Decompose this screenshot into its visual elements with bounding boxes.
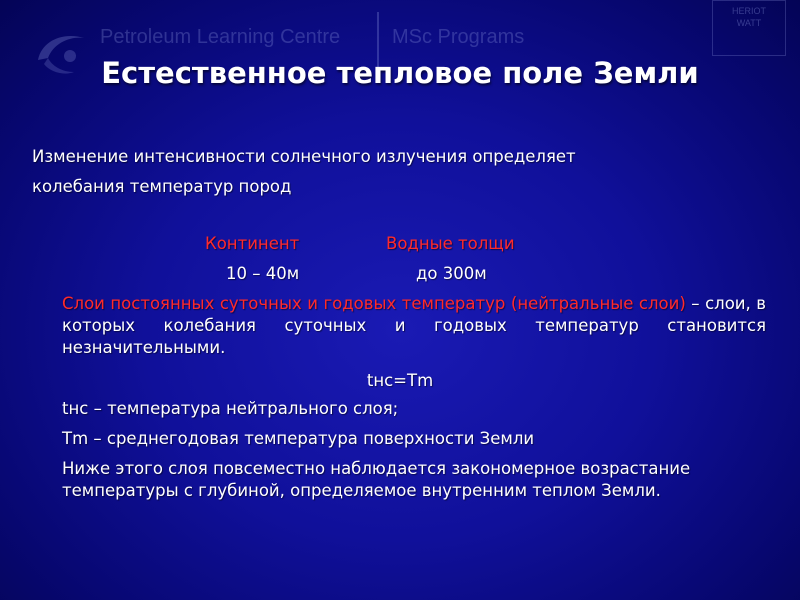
definition-term: Слои постоянных суточных и годовых температур (нейтральные слои) [62, 294, 686, 313]
university-logo [712, 0, 786, 56]
legend-tnc: tнс – температура нейтрального слоя; [62, 399, 399, 418]
university-logo-text: HERIOT WATT [731, 6, 766, 28]
brand-left-text: Petroleum Learning Centre [100, 26, 341, 48]
column-value-continent: 10 – 40м [226, 264, 300, 283]
slide-title: Естественное тепловое поле Земли [101, 56, 699, 90]
definition-text: – слои, в которых колебания суточных и годовых температур становится незначительными. [62, 294, 766, 357]
column-header-continent: Континент [205, 234, 300, 253]
intro-line-2: колебания температур пород [32, 177, 292, 196]
brand-right-text: MSc Programs [392, 26, 525, 48]
intro-line-1: Изменение интенсивности солнечного излучения определяет [32, 147, 576, 166]
definition-paragraph [62, 293, 766, 359]
column-value-water: до 300м [416, 264, 487, 283]
legend-tm: Tm – среднегодовая температура поверхности Земли [62, 429, 535, 448]
formula: tнс=Tm [366, 371, 434, 390]
conclusion-paragraph: Ниже этого слоя повсеместно наблюдается закономерное возрастание температуры с глубиной, определяемое внутренним теплом Земли. [62, 459, 691, 500]
column-header-water: Водные толщи [386, 234, 515, 253]
